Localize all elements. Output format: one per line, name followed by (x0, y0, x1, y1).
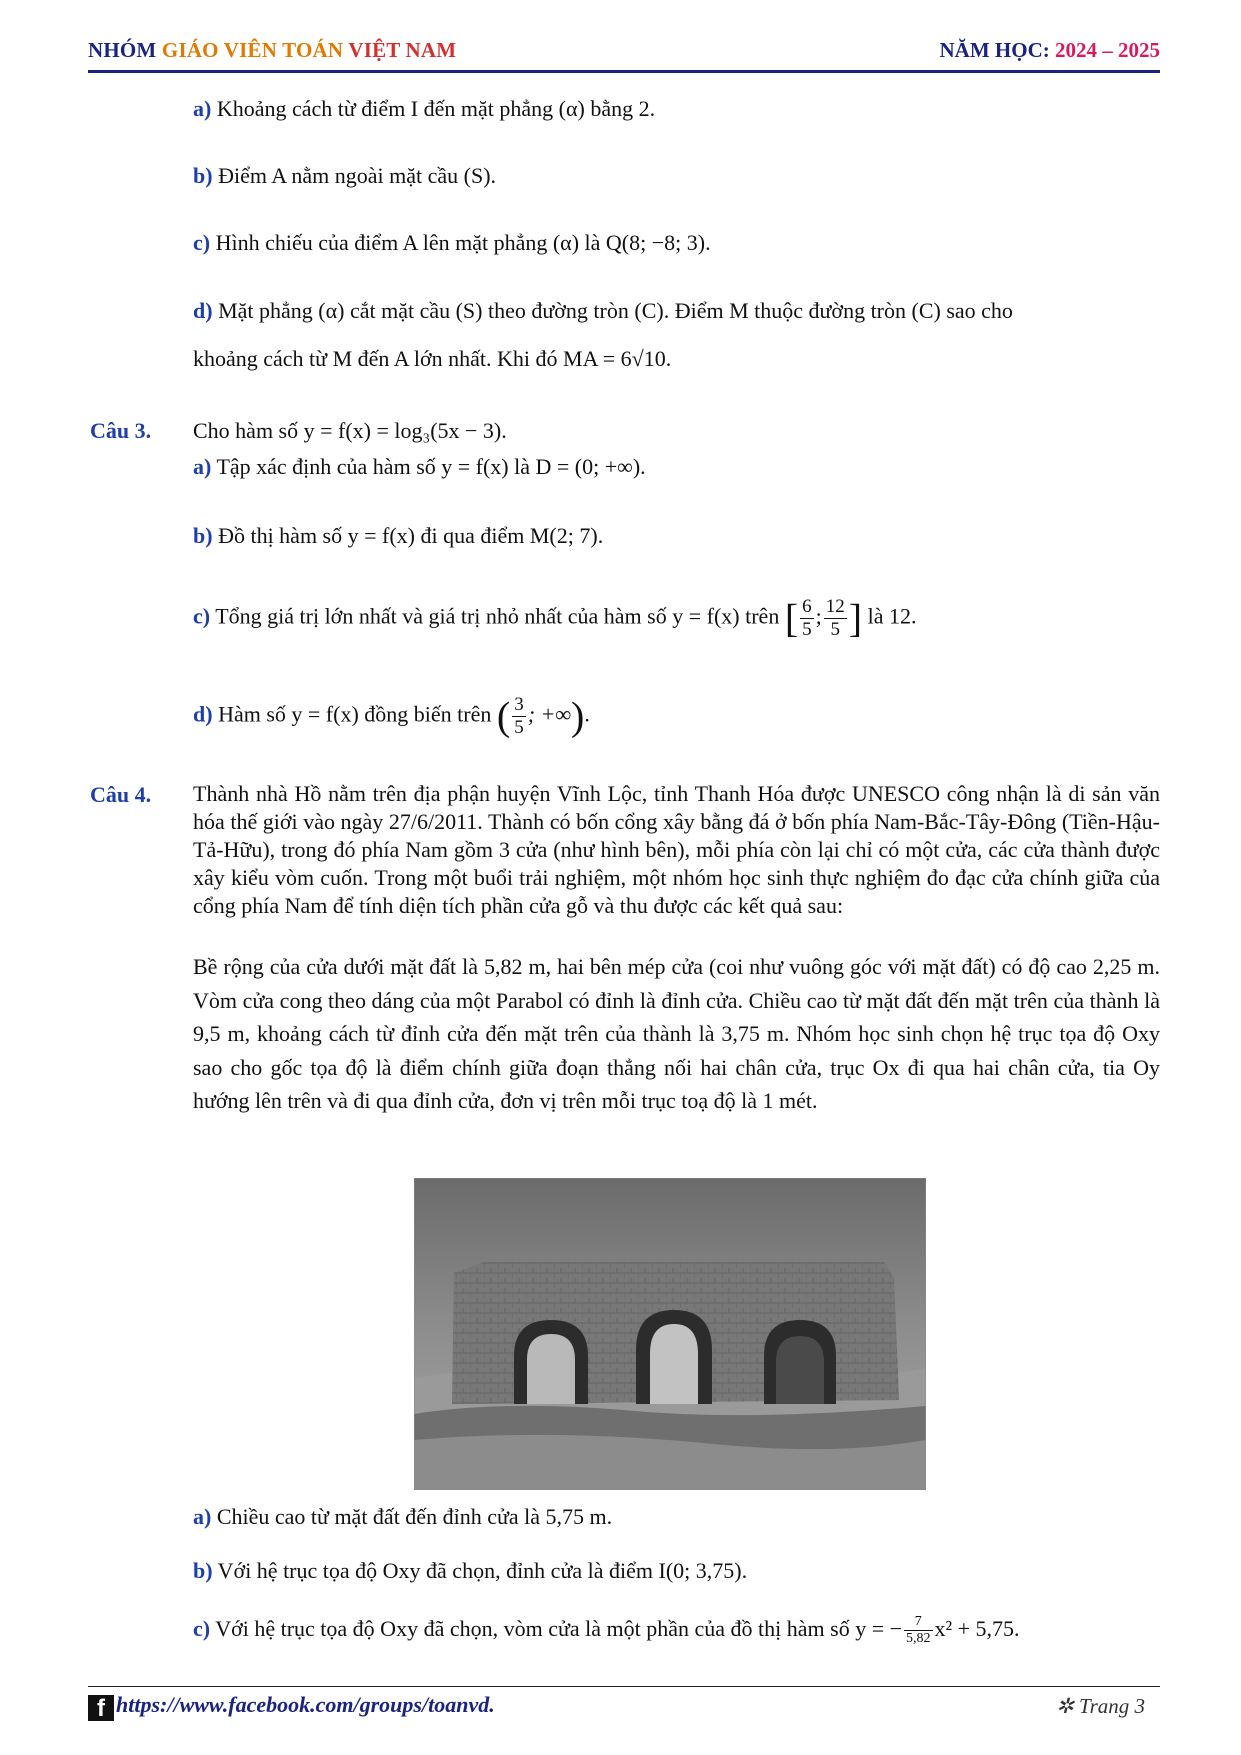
q4-option-a: a) Chiều cao từ mặt đất đến đỉnh cửa là 5,75 m. (193, 1504, 613, 1529)
fraction: $\frac{12}{5}$ (825, 596, 845, 640)
q3-option-d: d) Hàm số y = f(x) đồng biến trên ( $\frac{3}{5}$ ; +∞). (193, 693, 590, 739)
question-3-stem: Cho hàm số y = f(x) = log₃(5x − 3). (193, 418, 507, 443)
q3-option-b: b) Đồ thị hàm số y = f(x) đi qua điểm M(2; 7). (193, 523, 604, 548)
fraction: $\frac{6}{5}$ (802, 596, 812, 640)
question-4-intro: Thành nhà Hồ nằm trên địa phận huyện Vĩnh Lộc, tỉnh Thanh Hóa được UNESCO công nhận là di sản văn hóa thế giới vào ngày 27/6/2011. Thành có bốn cổng xây bằng đá ở bốn phía Nam-Bắc-Tây-Đông (Tiền-Hậu-Tả-Hữu), trong đó phía Nam gồm 3 cửa (như hình bên), mỗi phía còn lại chỉ có một cửa, các cửa thành được xây kiểu vòm cuốn. Trong một buổi trải nghiệm, một nhóm học sinh thực nghiệm đo đạc cửa chính giữa của cổng phía Nam để tính diện tích phần cửa gỗ và thu được các kết quả sau: (193, 781, 1160, 918)
prev-option-b: b) Điểm A nằm ngoài mặt cầu (S). (193, 163, 497, 188)
question-4-body: Bề rộng của cửa dưới mặt đất là 5,82 m, hai bên mép cửa (coi như vuông góc với mặt đất) có độ cao 2,25 m. Vòm cửa cong theo dáng của một Parabol có đỉnh là đỉnh cửa. Chiều cao từ mặt đất đến mặt trên của thành là 9,5 m, khoảng cách từ đỉnh cửa đến mặt trên của thành là 3,75 m. Nhóm học sinh chọn hệ trục tọa độ Oxy sao cho gốc tọa độ là điểm chính giữa đoạn thẳng nối hai chân cửa, trục Ox đi qua hai chân cửa, tia Oy hướng lên trên và đi qua đỉnh cửa, đơn vị trên mỗi trục toạ độ là 1 mét. (193, 954, 1160, 1113)
page-header (88, 36, 1160, 70)
prev-option-d: d) Mặt phẳng (α) cắt mặt cầu (S) theo đường tròn (C). Điểm M thuộc đường tròn (C) sao cho (193, 298, 1013, 323)
fraction: $\frac{3}{5}$ (514, 694, 524, 738)
facebook-icon: f (88, 1695, 114, 1721)
page-number: ✲ Trang 3 (1056, 1694, 1145, 1718)
question-4-label: Câu 4. (90, 782, 152, 807)
school-year: NĂM HỌC: 2024 – 2025 (939, 38, 1160, 62)
footer-link[interactable]: f https://www.facebook.com/groups/toanvd. (88, 1692, 495, 1721)
fraction: $\frac{7}{5,82}$ (906, 1614, 931, 1647)
prev-option-a: a) Khoảng cách từ điểm I đến mặt phẳng (α) bằng 2. (193, 96, 656, 121)
q3-option-c: c) Tổng giá trị lớn nhất và giá trị nhỏ nhất của hàm số y = f(x) trên [ $\frac{6}{5}$ ; $\frac{12}{5}$ ] là 12. (193, 595, 917, 641)
citadel-gate-photo (414, 1178, 926, 1490)
org-name: NHÓM GIÁO VIÊN TOÁN VIỆT NAM (88, 38, 457, 62)
prev-option-d-cont: khoảng cách từ M đến A lớn nhất. Khi đó MA = 6√10. (193, 346, 672, 371)
footer-divider (88, 1686, 1160, 1687)
prev-option-c: c) Hình chiếu của điểm A lên mặt phẳng (α) là Q(8; −8; 3). (193, 230, 711, 255)
q4-option-c: c) Với hệ trục tọa độ Oxy đã chọn, vòm cửa là một phần của đồ thị hàm số y = − $\frac{7}{5,82}$ x² + 5,75. (193, 1614, 1020, 1647)
q3-option-a: a) Tập xác định của hàm số y = f(x) là D = (0; +∞). (193, 454, 646, 479)
header-divider (88, 70, 1160, 73)
q4-option-b: b) Với hệ trục tọa độ Oxy đã chọn, đỉnh cửa là điểm I(0; 3,75). (193, 1558, 748, 1583)
flower-icon: ✲ (1056, 1694, 1074, 1718)
question-3-label: Câu 3. (90, 418, 152, 443)
